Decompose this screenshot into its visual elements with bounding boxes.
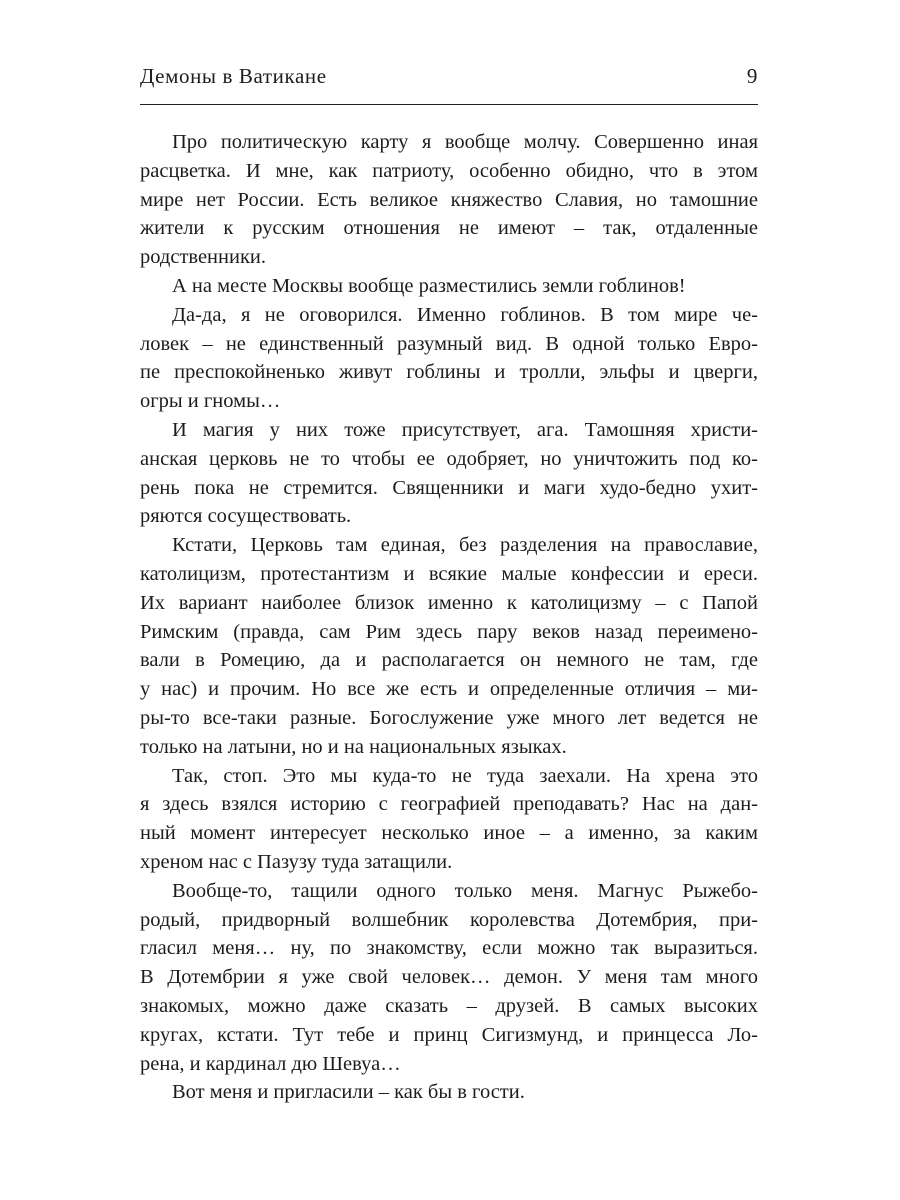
text-line: жители к русским отношения не имеют – так, отдаленные <box>140 217 758 240</box>
paragraph <box>140 531 758 761</box>
paragraph <box>140 1078 758 1107</box>
text-line: И магия у них тоже присутствует, ага. Тамошняя христи- <box>172 418 758 441</box>
text-line: знакомых, можно даже сказать – друзей. В самых высоких <box>140 994 758 1017</box>
text-line: Да-да, я не оговорился. Именно гоблинов. В том мире че- <box>172 303 758 326</box>
text-line: Вообще-то, тащили одного только меня. Магнус Рыжебо- <box>172 879 758 902</box>
text-line: родый, придворный волшебник королевства Дотембрия, при- <box>140 908 758 931</box>
header-rule <box>140 104 758 105</box>
text-line: хреном нас с Пазузу туда затащили. <box>140 850 453 873</box>
text-line: Кстати, Церковь там единая, без разделения на православие, <box>172 534 758 557</box>
paragraph <box>140 762 758 877</box>
text-line: я здесь взялся историю с географией преподавать? Нас на дан- <box>140 793 758 816</box>
text-line: ловек – не единственный разумный вид. В одной только Евро- <box>140 332 758 355</box>
text-line: Римским (правда, сам Рим здесь пару веков назад переимено- <box>140 620 758 643</box>
text-line: кругах, кстати. Тут тебе и принц Сигизмунд, и принцесса Ло- <box>140 1023 758 1046</box>
text-line: Их вариант наиболее близок именно к католицизму – с Папой <box>140 591 758 614</box>
paragraph <box>140 416 758 531</box>
running-header <box>140 64 758 92</box>
running-title: Демоны в Ватикане <box>140 64 327 88</box>
paragraph <box>140 128 758 272</box>
text-line: ры-то все-таки разные. Богослужение уже много лет ведется не <box>140 706 758 729</box>
text-line: Вот меня и пригласили – как бы в гости. <box>172 1081 525 1104</box>
text-line: Про политическую карту я вообще молчу. Совершенно иная <box>172 131 758 153</box>
text-line: католицизм, протестантизм и всякие малые конфессии и ереси. <box>140 562 758 585</box>
text-line: у нас) и прочим. Но все же есть и определенные отличия – ми- <box>140 678 758 701</box>
paragraph <box>140 272 758 301</box>
text-line: пе преспокойненько живут гоблины и тролли, эльфы и цверги, <box>140 361 758 384</box>
text-line: только на латыни, но и на национальных языках. <box>140 735 567 758</box>
page-number: 9 <box>746 64 758 88</box>
text-line: анская церковь не то чтобы ее одобряет, но уничтожить под ко- <box>140 447 758 470</box>
text-line: огры и гномы… <box>140 390 281 413</box>
text-line: мире нет России. Есть великое княжество Славия, но тамошние <box>140 188 758 211</box>
text-line: рень пока не стремится. Священники и маги худо-бедно ухит- <box>140 476 758 499</box>
text-line: гласил меня… ну, по знакомству, если можно так выразиться. <box>140 937 758 960</box>
text-line: В Дотембрии я уже свой человек… демон. У меня там много <box>140 966 758 989</box>
text-line: ный момент интересует несколько иное – а именно, за каким <box>140 822 758 845</box>
text-line: родственники. <box>140 246 267 269</box>
text-line: ряются сосуществовать. <box>140 505 352 528</box>
text-line: А на месте Москвы вообще разместились земли гоблинов! <box>172 274 686 297</box>
text-line: Так, стоп. Это мы куда-то не туда заехали. На хрена это <box>172 764 758 787</box>
page-body <box>140 128 758 1107</box>
paragraph <box>140 877 758 1079</box>
text-line: вали в Ромецию, да и располагается он немного не там, где <box>140 649 758 672</box>
paragraph <box>140 301 758 416</box>
text-line: расцветка. И мне, как патриоту, особенно обидно, что в этом <box>140 159 758 182</box>
text-line: рена, и кардинал дю Шевуа… <box>140 1052 401 1075</box>
